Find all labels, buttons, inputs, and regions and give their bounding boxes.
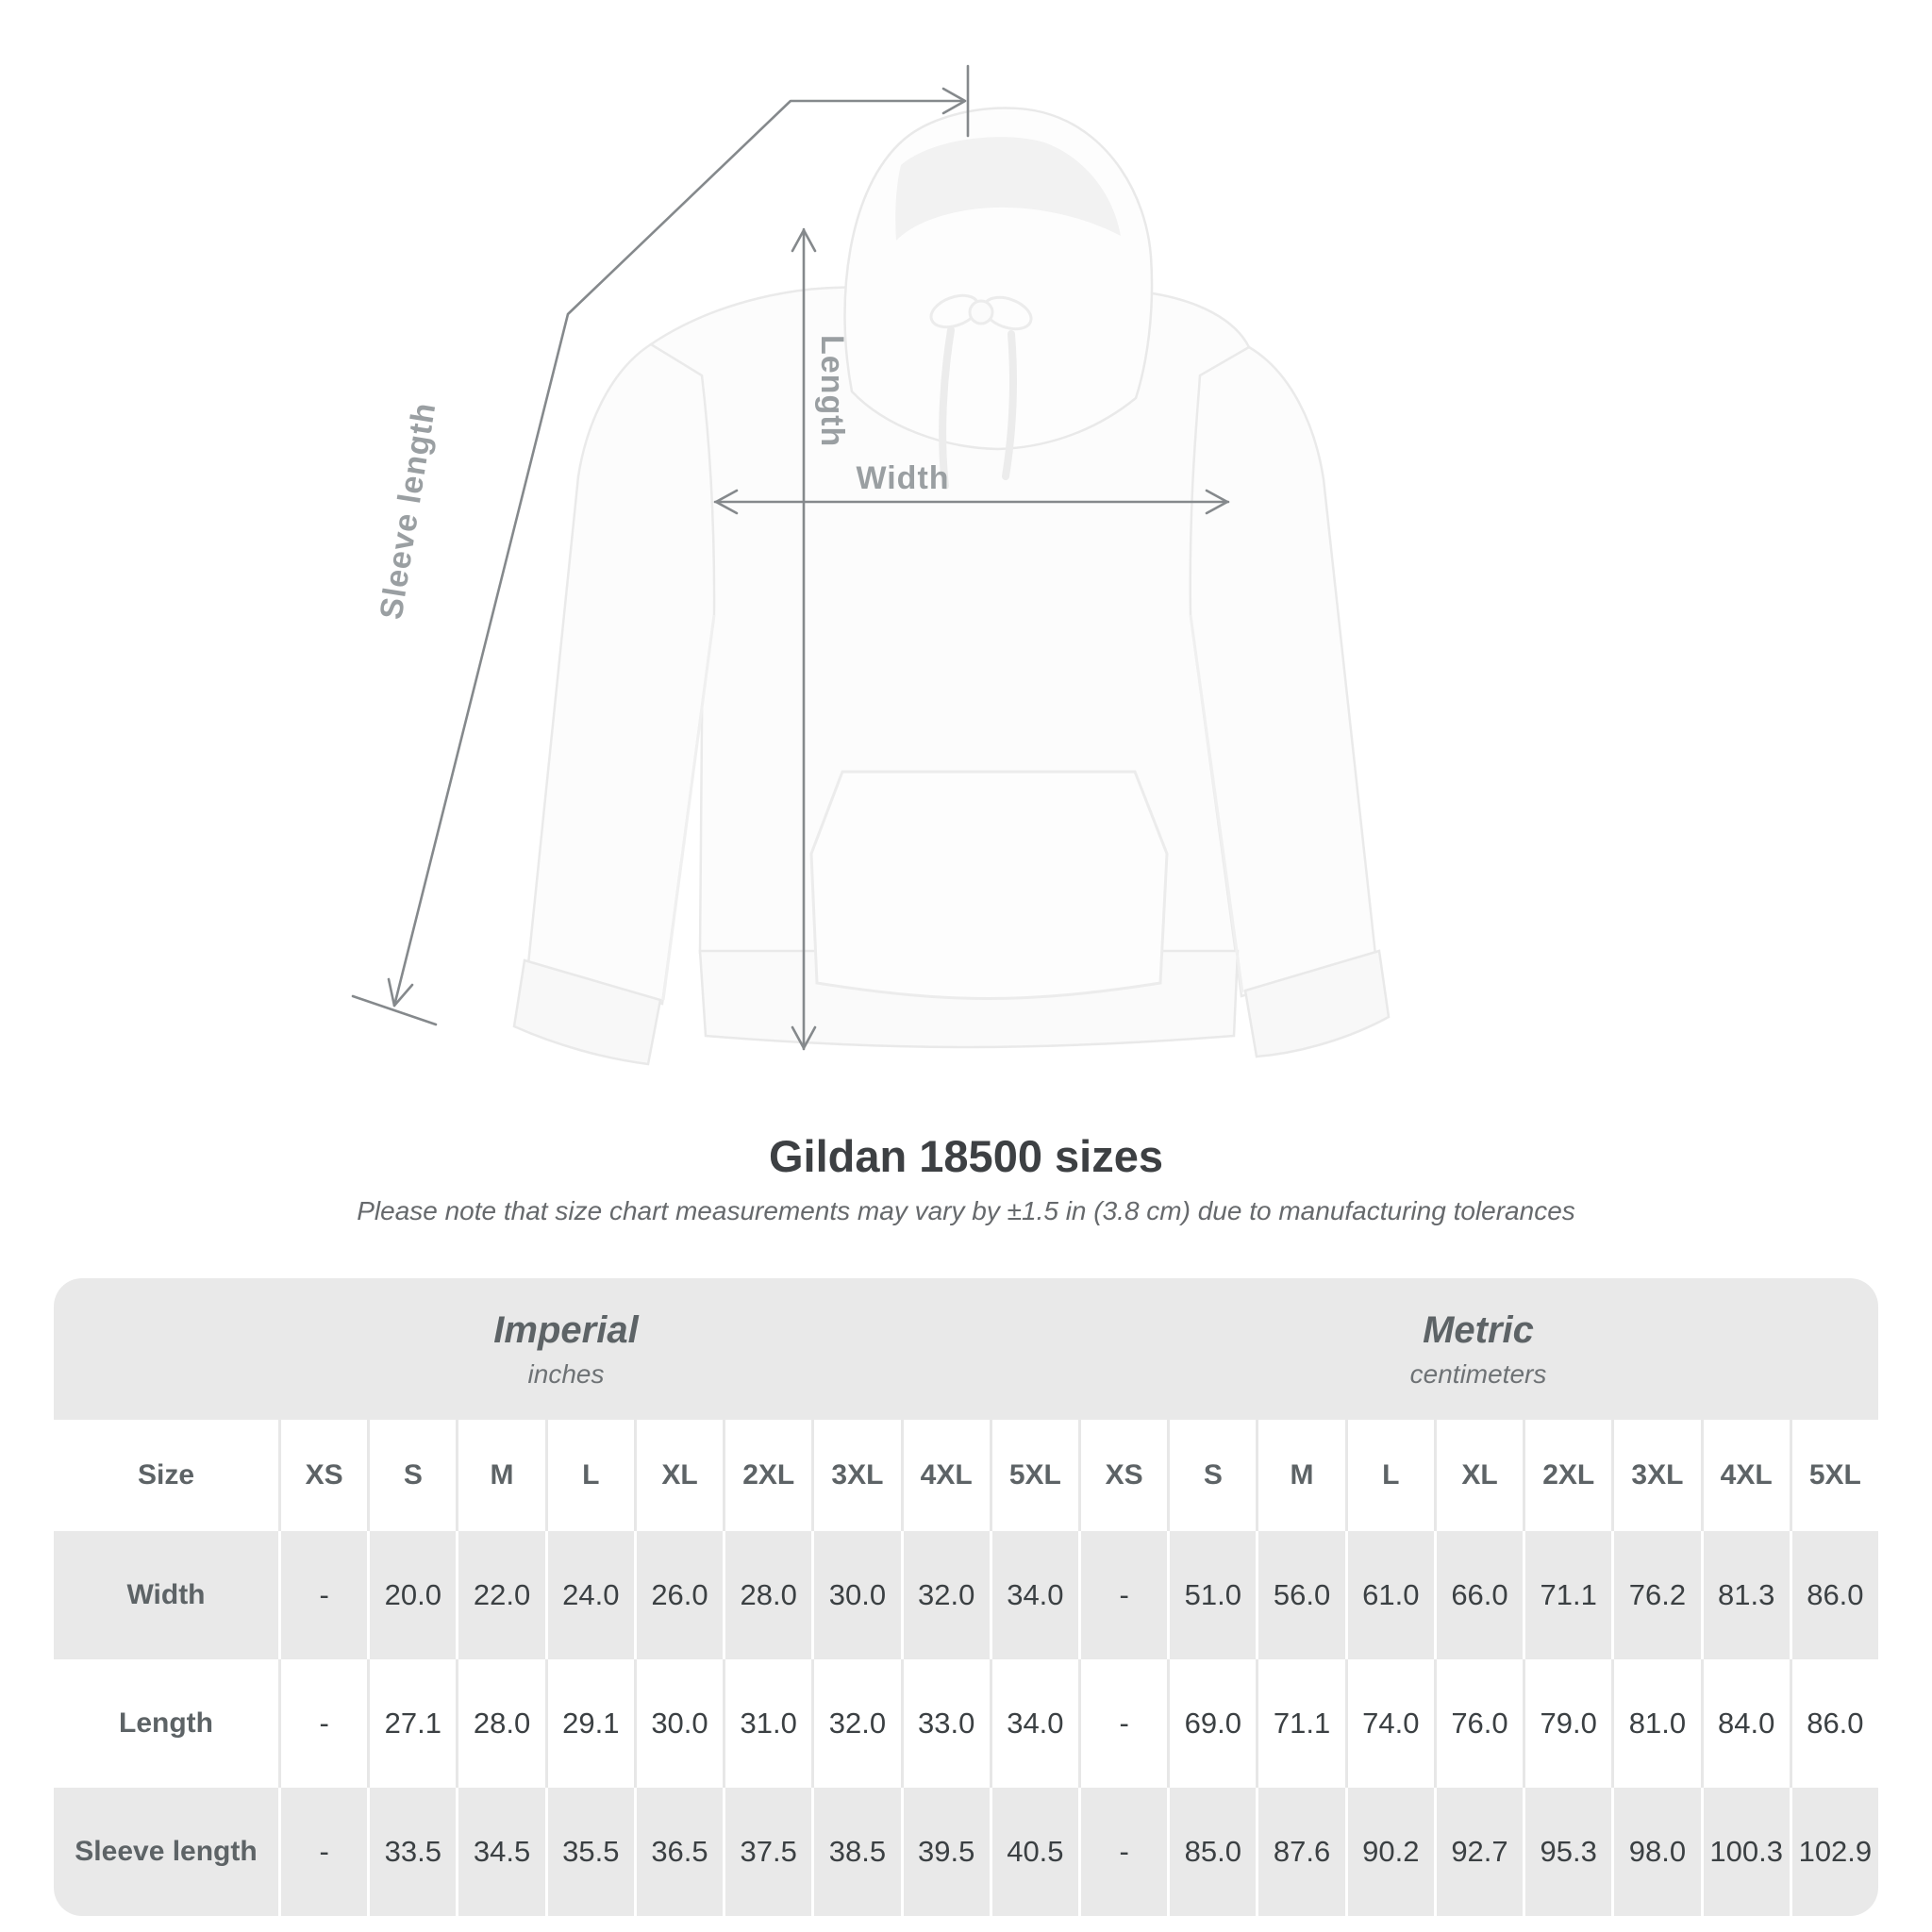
table-cell: 84.0 — [1701, 1659, 1790, 1788]
imperial-header — [54, 1278, 1078, 1420]
table-cell: 76.0 — [1434, 1659, 1523, 1788]
table-cell: - — [1078, 1788, 1167, 1916]
width-label: Width — [856, 460, 950, 496]
table-cell: 100.3 — [1701, 1788, 1790, 1916]
table-cell: 33.5 — [367, 1788, 456, 1916]
size-col-header: 2XL — [1523, 1420, 1611, 1531]
table-cell: 20.0 — [367, 1531, 456, 1659]
size-col-header: M — [1256, 1420, 1344, 1531]
table-cell: - — [278, 1659, 367, 1788]
tolerance-note: Please note that size chart measurements may vary by ±1.5 in (3.8 cm) due to manufacturing tolerances — [357, 1196, 1575, 1225]
table-cell: 39.5 — [901, 1788, 990, 1916]
table-cell: 37.5 — [723, 1788, 811, 1916]
size-col-header: L — [545, 1420, 634, 1531]
table-cell: - — [278, 1788, 367, 1916]
table-cell: 81.0 — [1611, 1659, 1700, 1788]
unit-header-band — [54, 1278, 1878, 1420]
table-cell: - — [1078, 1659, 1167, 1788]
table-cell: 31.0 — [723, 1659, 811, 1788]
table-cell: 69.0 — [1167, 1659, 1256, 1788]
table-cell: 102.9 — [1790, 1788, 1878, 1916]
table-cell: 90.2 — [1345, 1788, 1434, 1916]
table-cell: 56.0 — [1256, 1531, 1344, 1659]
table-cell: 81.3 — [1701, 1531, 1790, 1659]
table-cell: - — [278, 1531, 367, 1659]
table-cell: 34.0 — [990, 1531, 1078, 1659]
table-cell: 71.1 — [1256, 1659, 1344, 1788]
table-cell: 79.0 — [1523, 1659, 1611, 1788]
table-cell: 51.0 — [1167, 1531, 1256, 1659]
hoodie-hood — [845, 108, 1153, 449]
table-cell: 26.0 — [634, 1531, 723, 1659]
size-col-header: 2XL — [723, 1420, 811, 1531]
table-cell: 34.0 — [990, 1659, 1078, 1788]
length-label: Length — [814, 335, 850, 448]
table-cell: 87.6 — [1256, 1788, 1344, 1916]
size-col-header: XS — [278, 1420, 367, 1531]
size-col-header: 3XL — [811, 1420, 900, 1531]
size-col-header: 5XL — [990, 1420, 1078, 1531]
size-col-header: 3XL — [1611, 1420, 1700, 1531]
table-cell: 24.0 — [545, 1531, 634, 1659]
hoodie-pocket — [811, 772, 1167, 999]
imperial-unit-label: inches — [527, 1358, 605, 1389]
size-col-header: S — [1167, 1420, 1256, 1531]
size-col-header: S — [367, 1420, 456, 1531]
table-cell: 22.0 — [456, 1531, 544, 1659]
size-col-header: XL — [634, 1420, 723, 1531]
page-title: Gildan 18500 sizes — [768, 1131, 1164, 1181]
table-cell: 66.0 — [1434, 1531, 1523, 1659]
table-cell: 28.0 — [723, 1531, 811, 1659]
metric-unit-label: centimeters — [1409, 1358, 1547, 1389]
table-cell: 38.5 — [811, 1788, 900, 1916]
size-col-header: L — [1345, 1420, 1434, 1531]
table-cell: 71.1 — [1523, 1531, 1611, 1659]
size-col-header: 4XL — [901, 1420, 990, 1531]
row-label: Length — [119, 1707, 213, 1739]
table-row — [54, 1788, 1878, 1916]
size-table — [54, 1278, 1878, 1916]
table-cell: 86.0 — [1790, 1531, 1878, 1659]
size-col-header: 4XL — [1701, 1420, 1790, 1531]
table-row — [54, 1531, 1878, 1659]
table-cell: 61.0 — [1345, 1531, 1434, 1659]
sleeve-length-label: Sleeve length — [373, 399, 443, 623]
table-cell: 35.5 — [545, 1788, 634, 1916]
table-cell: - — [1078, 1531, 1167, 1659]
size-col-header: M — [456, 1420, 544, 1531]
table-cell: 98.0 — [1611, 1788, 1700, 1916]
table-row — [54, 1659, 1878, 1788]
size-col-header: 5XL — [1790, 1420, 1878, 1531]
table-cell: 27.1 — [367, 1659, 456, 1788]
size-header-row — [54, 1420, 1878, 1531]
size-col-header: XL — [1434, 1420, 1523, 1531]
table-cell: 28.0 — [456, 1659, 544, 1788]
row-label: Sleeve length — [75, 1836, 258, 1867]
size-col-header: XS — [1078, 1420, 1167, 1531]
table-cell: 32.0 — [901, 1531, 990, 1659]
table-cell: 74.0 — [1345, 1659, 1434, 1788]
table-cell: 40.5 — [990, 1788, 1078, 1916]
metric-label: Metric — [1423, 1308, 1534, 1351]
table-cell: 86.0 — [1790, 1659, 1878, 1788]
table-cell: 85.0 — [1167, 1788, 1256, 1916]
table-cell: 95.3 — [1523, 1788, 1611, 1916]
table-cell: 32.0 — [811, 1659, 900, 1788]
table-cell: 92.7 — [1434, 1788, 1523, 1916]
imperial-label: Imperial — [493, 1308, 639, 1351]
table-cell: 76.2 — [1611, 1531, 1700, 1659]
table-cell: 33.0 — [901, 1659, 990, 1788]
table-cell: 29.1 — [545, 1659, 634, 1788]
table-cell: 30.0 — [634, 1659, 723, 1788]
table-cell: 34.5 — [456, 1788, 544, 1916]
table-cell: 36.5 — [634, 1788, 723, 1916]
metric-header — [1078, 1278, 1878, 1420]
size-header-cell: Size — [137, 1459, 195, 1491]
row-label: Width — [126, 1579, 206, 1610]
table-cell: 30.0 — [811, 1531, 900, 1659]
